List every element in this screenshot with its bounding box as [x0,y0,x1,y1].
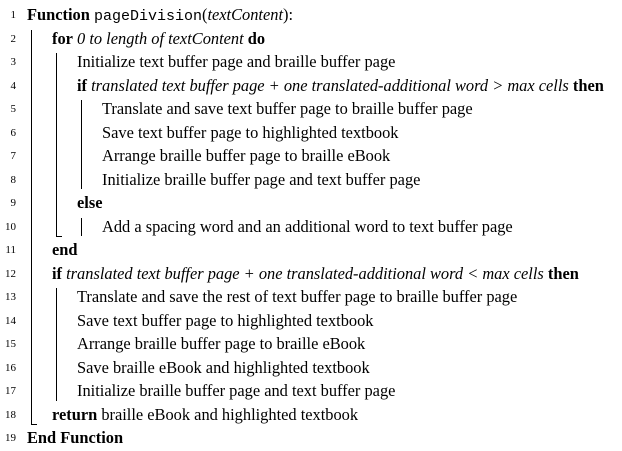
statement-text: Add a spacing word and an additional word to text buffer page [102,216,513,236]
algorithm-line [0,215,622,239]
line-number: 18 [5,408,16,421]
line-number: 7 [10,150,16,162]
keyword: if [77,75,88,95]
line-number: 4 [10,79,16,92]
line-number: 16 [5,361,16,374]
expression: translated text buffer page + one translated-additional word < max cells [66,263,544,283]
statement-text: ( [201,5,208,24]
algorithm-line [0,97,622,121]
algorithm-line [0,285,622,309]
statement-text: Initialize braille buffer page and text buffer page [77,381,396,400]
algorithm-line [0,356,622,380]
algorithm-line [0,403,622,427]
line-text [102,144,390,168]
line-number: 1 [10,9,16,21]
keyword: return [52,404,98,424]
line-text [52,403,358,427]
statement-text: Save text buffer page to highlighted textbook [77,310,374,330]
line-text [27,3,293,29]
keyword: if [52,263,63,283]
statement-text: Translate and save text buffer page to braille buffer page [102,99,473,118]
statement-text: ): [283,5,294,24]
algorithm-line [0,144,622,168]
line-text [52,262,579,286]
algorithm-line [0,74,622,98]
algorithm-line [0,168,622,192]
algorithm-line [0,332,622,356]
line-number: 6 [10,126,16,139]
block-indent-bar [81,218,82,237]
algorithm-line [0,309,622,333]
statement-text: braille eBook and highlighted textbook [97,404,359,424]
line-text [102,215,513,239]
statement-text: Initialize text buffer page and braille buffer page [77,52,396,71]
line-number: 5 [10,103,16,115]
algorithm-line [0,121,622,145]
expression: translated text buffer page + one translated-additional word > max cells [91,75,569,95]
keyword: end [52,240,78,259]
line-text [77,285,517,309]
keyword: Function [27,5,90,24]
statement-text: Arrange braille buffer page to braille eBook [77,334,366,353]
line-text [102,168,420,192]
algorithm-line [0,238,622,262]
line-number: 9 [10,197,16,209]
line-number: 8 [10,173,16,186]
line-text [77,191,102,215]
line-number: 2 [10,32,16,45]
line-number: 11 [5,244,16,256]
block-indent-bar [31,30,32,425]
line-text [102,97,473,121]
keyword: then [547,263,579,283]
keyword: then [572,75,604,95]
algorithm-block [0,3,622,450]
statement-text: Arrange braille buffer page to braille eBook [102,146,391,165]
statement-text: Translate and save the rest of text buffer page to braille buffer page [77,287,518,306]
keyword: do [247,28,266,48]
statement-text: Initialize braille buffer page and text buffer page [102,169,421,189]
keyword: for [52,28,73,48]
line-number: 17 [5,385,16,397]
block-end-tick [31,424,37,425]
block-indent-bar [56,53,57,236]
line-text [77,50,395,74]
algorithm-line [0,50,622,74]
line-text [77,74,604,98]
algorithm-line [0,426,622,450]
line-number: 3 [10,56,16,68]
expression: 0 to length of textContent [77,28,244,48]
algorithm-line [0,379,622,403]
statement-text: Save braille eBook and highlighted textbook [77,357,370,377]
block-end-tick [56,236,62,237]
block-indent-bar [81,100,82,189]
line-number: 14 [5,314,16,327]
line-text [77,379,395,403]
line-number: 12 [5,267,16,280]
line-number: 13 [5,291,16,303]
keyword: End Function [27,428,124,447]
statement-text: Save text buffer page to highlighted textbook [102,122,399,142]
line-number: 19 [5,432,16,444]
keyword: else [77,193,103,212]
line-number: 10 [5,220,16,233]
line-text [102,121,398,145]
line-text [77,309,373,333]
expression: textContent [207,5,284,24]
line-text [52,27,265,51]
function-name: pageDivision [93,8,202,25]
line-text [77,332,365,356]
algorithm-line [0,262,622,286]
algorithm-line [0,191,622,215]
algorithm-line [0,27,622,51]
line-text [27,426,123,450]
line-text [52,238,78,262]
line-text [77,356,370,380]
algorithm-line [0,3,622,27]
line-number: 15 [5,338,16,350]
block-indent-bar [56,288,57,401]
